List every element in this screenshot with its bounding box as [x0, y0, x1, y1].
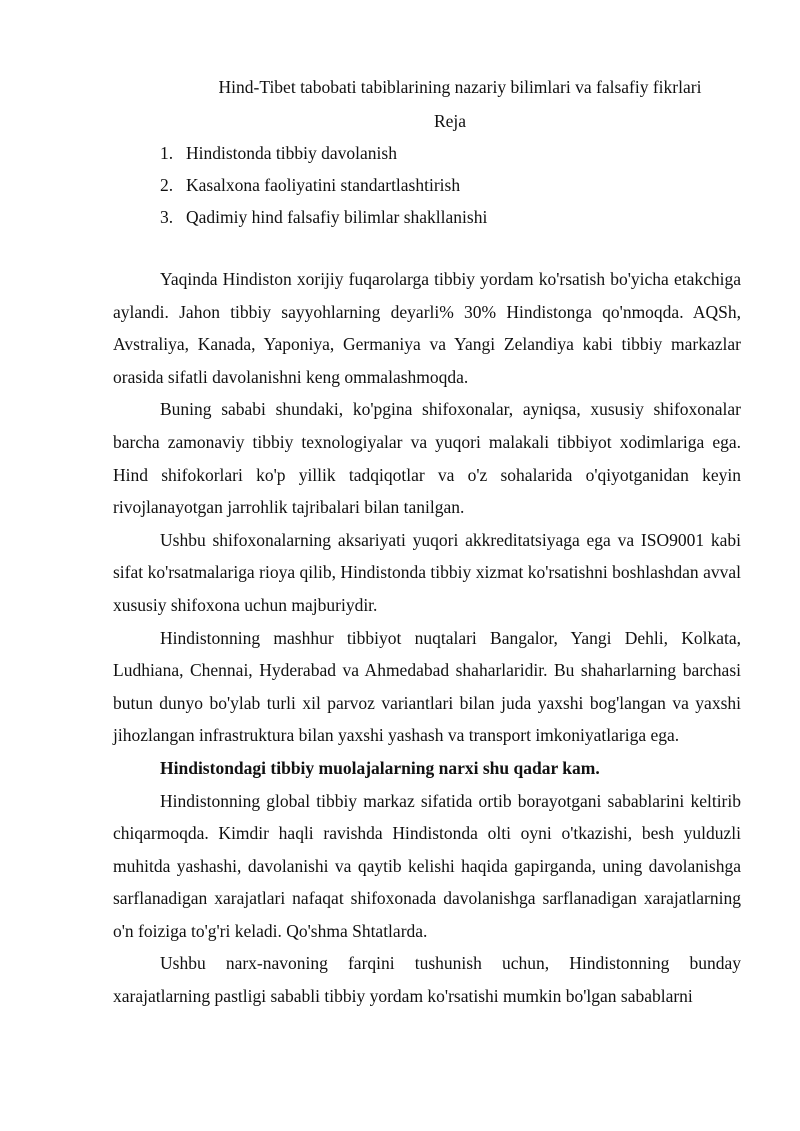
plan-item — [160, 172, 487, 204]
plan-item-number: 1. — [160, 143, 174, 163]
document-title: Hind-Tibet tabobati tabiblarining nazariy bilimlari va falsafiy fikrlari — [218, 77, 702, 97]
document-body — [113, 263, 741, 1013]
plan-item-number: 2. — [160, 175, 174, 195]
plan-list — [160, 140, 487, 236]
paragraph: Buning sababi shundaki, ko'pgina shifoxonalar, ayniqsa, xususiy shifoxonalar barcha zamonaviy tibbiy texnologiyalar va yuqori malakali tibbiyot xodimlariga ega. Hind shifokorlari ko'p yillik tadqiqotlar va o'z sohalarida o'qiyotganidan keyin rivojlanayotgan jarrohlik tajribalari bilan tanilgan. — [113, 399, 741, 518]
plan-item-text: Hindistonda tibbiy davolanish — [186, 143, 397, 163]
paragraph: Yaqinda Hindiston xorijiy fuqarolarga tibbiy yordam ko'rsatish bo'yicha etakchiga aylandi. Jahon tibbiy sayyohlarning deyarli% 30% Hindistonga qo'nmoqda. AQSh, Avstraliya, Kanada, Yaponiya, Germaniya va Yangi Zelandiya kabi tibbiy markazlar orasida sifatli davolanishni keng ommalashmoqda. — [113, 269, 741, 387]
plan-item-text: Qadimiy hind falsafiy bilimlar shakllanishi — [186, 207, 488, 227]
paragraph: Ushbu shifoxonalarning aksariyati yuqori akkreditatsiyaga ega va ISO9001 kabi sifat ko'rsatmalariga rioya qilib, Hindistonda tibbiy xizmat ko'rsatishni boshlashdan avval xususiy shifoxona uchun majburiydir. — [113, 529, 741, 615]
plan-heading: Reja — [433, 111, 467, 131]
paragraph: Hindistonning mashhur tibbiyot nuqtalari Bangalor, Yangi Dehli, Kolkata, Ludhiana, Chennai, Hyderabad va Ahmedabad shaharlaridir. Bu shaharlarning barchasi butun dunyo bo'ylab turli xil parvoz variantlari bilan juda yaxshi bog'langan va yaxshi jihozlangan infrastruktura bilan yaxshi yashash va transport imkoniyatlariga ega. — [113, 627, 741, 746]
plan-item-number: 3. — [160, 207, 174, 227]
paragraph: Hindistonning global tibbiy markaz sifatida ortib borayotgani sabablarini keltirib chiqarmoqda. Kimdir haqli ravishda Hindistonda olti oyni o'tkazishi, besh yulduzli muhitda yashashi, davolanishi va qaytib kelishi haqida gapirganda, uning davolanishga sarflanadigan xarajatlari nafaqat shifoxonada davolanishga sarflanadigan xarajatlarning o'n foiziga to'g'ri keladi. Qo'shma Shtatlarda. — [113, 790, 741, 941]
bold-subheading: Hindistondagi tibbiy muolajalarning narxi shu qadar kam. — [160, 757, 600, 778]
plan-item — [160, 204, 487, 236]
plan-item-text: Kasalxona faoliyatini standartlashtirish — [186, 175, 461, 195]
plan-item — [160, 140, 487, 172]
paragraph: Ushbu narx-navoning farqini tushunish uchun, Hindistonning bunday xarajatlarning pastligi sababli tibbiy yordam ko'rsatishi mumkin bo'lgan sabablarni — [113, 953, 741, 1007]
